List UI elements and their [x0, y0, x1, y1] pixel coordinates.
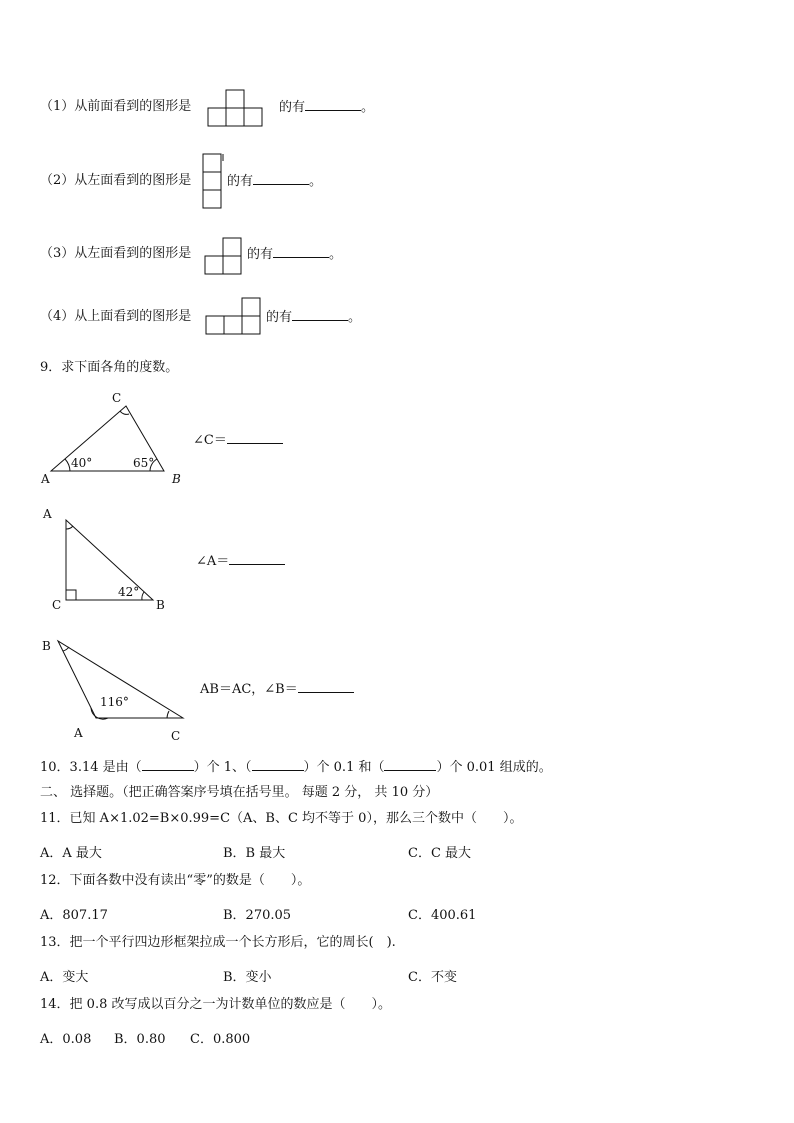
q12-option-a[interactable]: A．807.17: [40, 908, 108, 923]
q10-blank-2[interactable]: [252, 758, 304, 771]
triangle-1-angle-a: 40°: [71, 456, 93, 470]
triangle-2-arc-b: [142, 592, 144, 600]
q12-option-c[interactable]: C．400.61: [408, 908, 477, 923]
view-4-figure: [205, 297, 263, 337]
view-1-end: 。: [361, 100, 375, 115]
view-2-end: 。: [309, 174, 323, 189]
view-3-prefix: （3）从左面看到的图形是: [40, 246, 192, 261]
view-4-end: 。: [348, 310, 362, 325]
triangle-3-arc-b: [63, 647, 69, 651]
view-question-4: [40, 308, 191, 326]
q9-answer-3: [200, 680, 354, 699]
q9-answer-1-label: ∠C＝: [193, 433, 227, 448]
q9-title: 9．求下面各角的度数。: [40, 360, 179, 375]
q11-option-b[interactable]: B．B 最大: [223, 846, 286, 861]
view-3-figure: [204, 237, 244, 277]
view-3-answer-blank[interactable]: [273, 245, 329, 258]
q10-part-1: 10．3.14 是由（: [40, 760, 142, 775]
view-3-suffix: 的有: [247, 247, 274, 262]
view-1-figure: [207, 89, 265, 129]
q13-option-a[interactable]: A．变大: [40, 970, 89, 985]
triangle-2-label-c: C: [52, 598, 62, 612]
view-4-prefix: （4）从上面看到的图形是: [40, 309, 192, 324]
view-question-2-tail: [227, 172, 322, 191]
view-2-answer-blank[interactable]: [253, 172, 309, 185]
q10-blank-1[interactable]: [142, 758, 194, 771]
view-question-3-tail: [247, 245, 342, 264]
triangle-1-label-a: A: [41, 472, 50, 486]
q13-option-b[interactable]: B．变小: [223, 970, 272, 985]
view-4-suffix: 的有: [266, 310, 293, 325]
q10: [40, 758, 552, 777]
q12-option-b[interactable]: B．270.05: [223, 908, 292, 923]
view-question-1: [40, 98, 191, 116]
view-question-3: [40, 245, 191, 263]
q9-answer-1: [193, 431, 283, 450]
view-question-1-tail: [279, 98, 374, 117]
view-2-figure: [202, 153, 226, 211]
q11-option-a[interactable]: A．A 最大: [40, 846, 102, 861]
view-question-2: [40, 172, 191, 190]
triangle-2-label-a: A: [43, 507, 52, 521]
triangle-1-arc-c: [120, 411, 129, 414]
view-2-suffix: 的有: [227, 174, 254, 189]
view-3-end: 。: [329, 247, 343, 262]
q14-stem: 14．把 0.8 改写成以百分之一为计数单位的数应是（ ）。: [40, 997, 391, 1012]
triangle-2: [38, 505, 178, 615]
triangle-3-label-b: B: [42, 639, 51, 653]
q10-blank-3[interactable]: [384, 758, 436, 771]
triangle-3-label-a: A: [74, 726, 83, 740]
view-2-prefix: （2）从左面看到的图形是: [40, 173, 192, 188]
triangle-2-shape: [66, 520, 153, 600]
view-question-4-tail: [266, 308, 361, 327]
triangle-2-right-angle: [66, 590, 76, 600]
q12-stem: 12．下面各数中没有读出“零”的数是（ ）。: [40, 873, 311, 888]
view-1-prefix: （1）从前面看到的图形是: [40, 99, 192, 114]
triangle-1: [38, 388, 188, 488]
q10-part-2: ）个 1、（: [193, 760, 252, 775]
q14-option-a[interactable]: A．0.08: [40, 1032, 92, 1047]
q10-part-4: ）个 0.01 组成的。: [436, 760, 552, 775]
q9-answer-3-blank[interactable]: [298, 680, 354, 693]
q14-option-b[interactable]: B．0.80: [114, 1032, 166, 1047]
triangle-3-label-c: C: [171, 729, 181, 743]
view-4-answer-blank[interactable]: [292, 308, 348, 321]
triangle-3-arc-c: [167, 711, 169, 718]
q13-option-c[interactable]: C．不变: [408, 970, 457, 985]
q14-option-c[interactable]: C．0.800: [190, 1032, 251, 1047]
q9-answer-1-blank[interactable]: [227, 431, 283, 444]
triangle-1-arc-a: [65, 459, 70, 471]
triangle-1-angle-b: 65°: [133, 456, 155, 470]
q10-part-3: ）个 0.1 和（: [303, 760, 385, 775]
q9-answer-2-label: ∠A＝: [196, 554, 230, 569]
q9-answer-2: [196, 552, 285, 571]
triangle-3: [38, 636, 198, 746]
triangle-1-label-b: B: [172, 472, 181, 486]
q11-option-c[interactable]: C．C 最大: [408, 846, 472, 861]
triangle-1-label-c: C: [112, 391, 122, 405]
triangle-3-angle-a: 116°: [100, 695, 129, 709]
triangle-2-label-b: B: [156, 598, 165, 612]
q13-stem: 13．把一个平行四边形框架拉成一个长方形后，它的周长( ).: [40, 935, 396, 950]
section-2-heading: 二、 选择题。（把正确答案序号填在括号里。 每题 2 分， 共 10 分）: [40, 785, 439, 800]
q9-answer-3-label: AB＝AC，∠B＝: [200, 682, 298, 697]
q11-stem: 11．已知 A×1.02=B×0.99=C（A、B、C 均不等于 0），那么三个数中（ ）。: [40, 811, 523, 826]
view-1-suffix: 的有: [279, 100, 306, 115]
triangle-2-arc-a: [66, 526, 73, 529]
q9-answer-2-blank[interactable]: [229, 552, 285, 565]
triangle-2-angle-b: 42°: [118, 585, 140, 599]
view-1-answer-blank[interactable]: [305, 98, 361, 111]
